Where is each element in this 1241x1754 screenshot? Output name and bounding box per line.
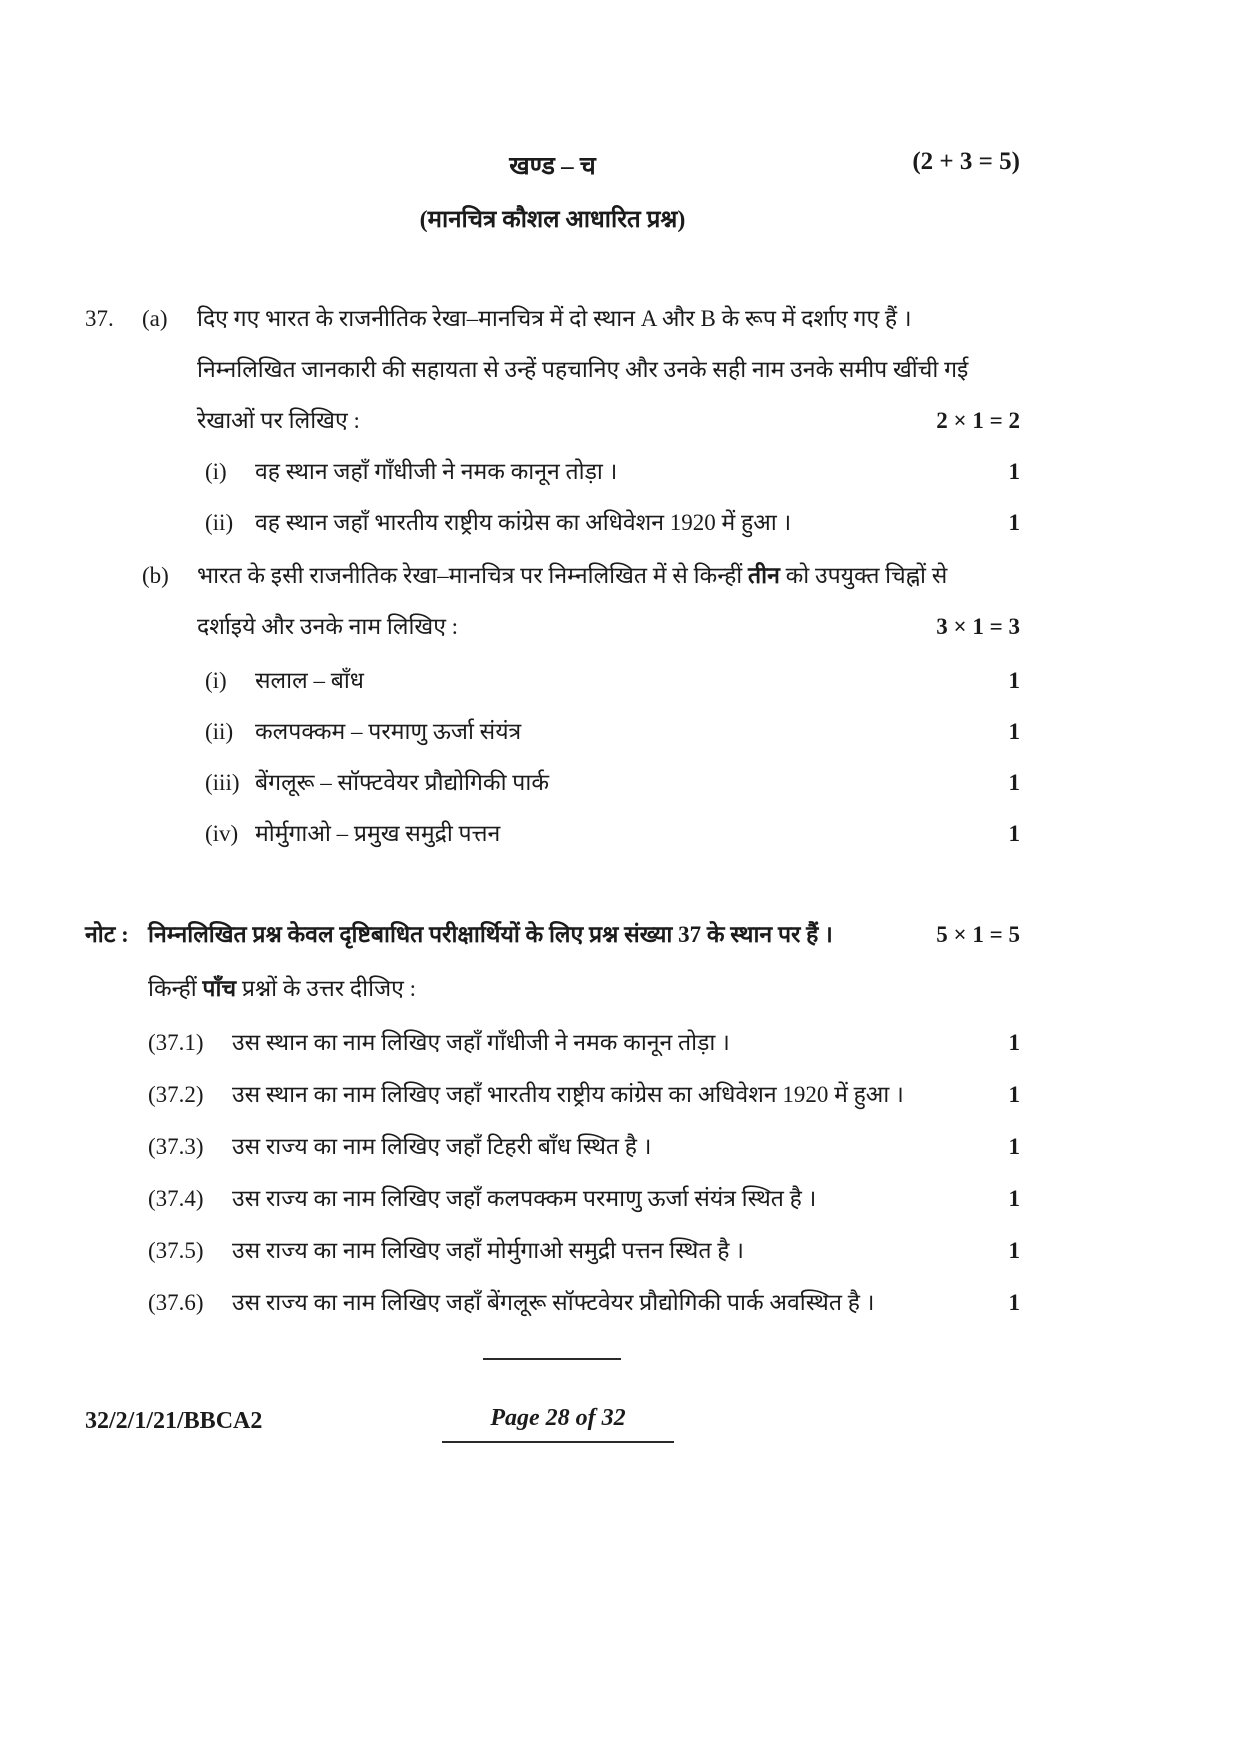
part-a-line-3-row [197, 395, 1020, 446]
item-label: (37.3) [148, 1134, 204, 1159]
section-title: खण्ड – च [509, 153, 596, 180]
part-a-marks: 2 × 1 = 2 [936, 408, 1020, 433]
item-text: उस राज्य का नाम लिखिए जहाँ बेंगलूरू सॉफ्टवेयर प्रौद्योगिकी पार्क अवस्थित है । [232, 1290, 875, 1315]
note-item-37-6 [85, 1277, 1020, 1329]
item-label: (iii) [205, 770, 240, 795]
item-label: (37.5) [148, 1238, 204, 1263]
item-label: (37.4) [148, 1186, 204, 1211]
part-b-item-iv [197, 808, 1020, 859]
note-item-37-4 [85, 1173, 1020, 1225]
item-marks: 1 [1008, 459, 1020, 484]
part-a-item-ii [197, 497, 1020, 548]
question-37-part-b [85, 550, 1020, 859]
part-a-line-2: निम्नलिखित जानकारी की सहायता से उन्हें पहचानिए और उनके सही नाम उनके समीप खींची गई [197, 357, 969, 382]
item-marks: 1 [1008, 1238, 1020, 1263]
item-text: वह स्थान जहाँ गाँधीजी ने नमक कानून तोड़ा । [255, 459, 618, 484]
item-text: उस राज्य का नाम लिखिए जहाँ टिहरी बाँध स्थित है । [232, 1134, 652, 1159]
item-marks: 1 [1008, 1134, 1020, 1159]
item-label: (i) [205, 668, 227, 693]
item-marks: 1 [1008, 1030, 1020, 1055]
part-b-label: (b) [142, 563, 169, 588]
item-text: वह स्थान जहाँ भारतीय राष्ट्रीय कांग्रेस का अधिवेशन 1920 में हुआ । [255, 510, 792, 535]
section-marks: (2 + 3 = 5) [912, 148, 1020, 175]
part-a-item-i [197, 446, 1020, 497]
item-text: बेंगलूरू – सॉफ्टवेयर प्रौद्योगिकी पार्क [255, 770, 549, 795]
part-b-item-i [197, 655, 1020, 706]
note-section [85, 909, 1020, 1329]
item-label: (37.1) [148, 1030, 204, 1055]
part-b-line-1-pre: भारत के इसी राजनीतिक रेखा–मानचित्र पर निम्नलिखित में से किन्हीं [197, 563, 749, 588]
note-instruction [85, 963, 1020, 1015]
page-content [85, 0, 1020, 1329]
part-b-line-2: दर्शाइये और उनके नाम लिखिए : [197, 614, 459, 639]
part-a-line-3: रेखाओं पर लिखिए : [197, 408, 360, 433]
part-a-body [197, 293, 1020, 548]
item-text: उस राज्य का नाम लिखिए जहाँ कलपक्कम परमाणु ऊर्जा संयंत्र स्थित है । [232, 1186, 817, 1211]
item-marks: 1 [1008, 770, 1020, 795]
note-items [85, 1017, 1020, 1329]
note-heading-row [85, 909, 1020, 961]
part-b-line-1 [197, 550, 1020, 601]
item-marks: 1 [1008, 668, 1020, 693]
note-item-37-3 [85, 1121, 1020, 1173]
part-b-line-1-post: को उपयुक्त चिह्नों से [779, 563, 948, 588]
question-37 [85, 293, 1020, 859]
item-text: सलाल – बाँध [255, 668, 364, 693]
note-item-37-5 [85, 1225, 1020, 1277]
item-label: (i) [205, 459, 227, 484]
item-marks: 1 [1008, 821, 1020, 846]
note-item-37-2 [85, 1069, 1020, 1121]
item-marks: 1 [1008, 1290, 1020, 1315]
item-text: उस राज्य का नाम लिखिए जहाँ मोर्मुगाओ समुद्री पत्तन स्थित है । [232, 1238, 744, 1263]
paper-code: 32/2/1/21/BBCA2 [85, 1408, 263, 1434]
item-text: कलपक्कम – परमाणु ऊर्जा संयंत्र [255, 719, 522, 744]
item-label: (37.6) [148, 1290, 204, 1315]
item-text: मोर्मुगाओ – प्रमुख समुद्री पत्तन [255, 821, 501, 846]
item-marks: 1 [1008, 510, 1020, 535]
note-instruction-bold-word: पाँच [202, 976, 237, 1001]
part-b-marks: 3 × 1 = 3 [936, 614, 1020, 639]
item-marks: 1 [1008, 1082, 1020, 1107]
item-label: (37.2) [148, 1082, 204, 1107]
page-number: Page 28 of 32 [442, 1405, 674, 1443]
note-instruction-pre: किन्हीं [148, 976, 203, 1001]
part-b-item-ii [197, 706, 1020, 757]
part-b-line-1-bold-word: तीन [748, 563, 780, 588]
item-text: उस स्थान का नाम लिखिए जहाँ भारतीय राष्ट्रीय कांग्रेस का अधिवेशन 1920 में हुआ । [232, 1082, 904, 1107]
item-label: (ii) [205, 510, 234, 535]
question-37-part-a [85, 293, 1020, 548]
item-marks: 1 [1008, 719, 1020, 744]
question-number: 37. [85, 306, 114, 331]
part-a-line-1: दिए गए भारत के राजनीतिक रेखा–मानचित्र में दो स्थान A और B के रूप में दर्शाए गए हैं । [197, 306, 912, 331]
section-subtitle: (मानचित्र कौशल आधारित प्रश्न) [419, 207, 686, 233]
item-marks: 1 [1008, 1186, 1020, 1211]
part-b-item-iii [197, 757, 1020, 808]
section-header [85, 148, 1020, 182]
note-item-37-1 [85, 1017, 1020, 1069]
note-instruction-post: प्रश्नों के उत्तर दीजिए : [236, 976, 416, 1001]
item-text: उस स्थान का नाम लिखिए जहाँ गाँधीजी ने नमक कानून तोड़ा । [232, 1030, 730, 1055]
note-marks: 5 × 1 = 5 [936, 922, 1020, 947]
part-a-label: (a) [142, 306, 168, 331]
note-label: नोट : [85, 922, 129, 947]
end-divider [483, 1358, 621, 1360]
part-b-body [197, 550, 1020, 859]
item-label: (ii) [205, 719, 234, 744]
note-text: निम्नलिखित प्रश्न केवल दृष्टिबाधित परीक्षार्थियों के लिए प्रश्न संख्या 37 के स्थान पर हैं । [148, 922, 833, 947]
item-label: (iv) [205, 821, 239, 846]
part-b-line-2-row [197, 601, 1020, 652]
part-b-items [197, 655, 1020, 859]
